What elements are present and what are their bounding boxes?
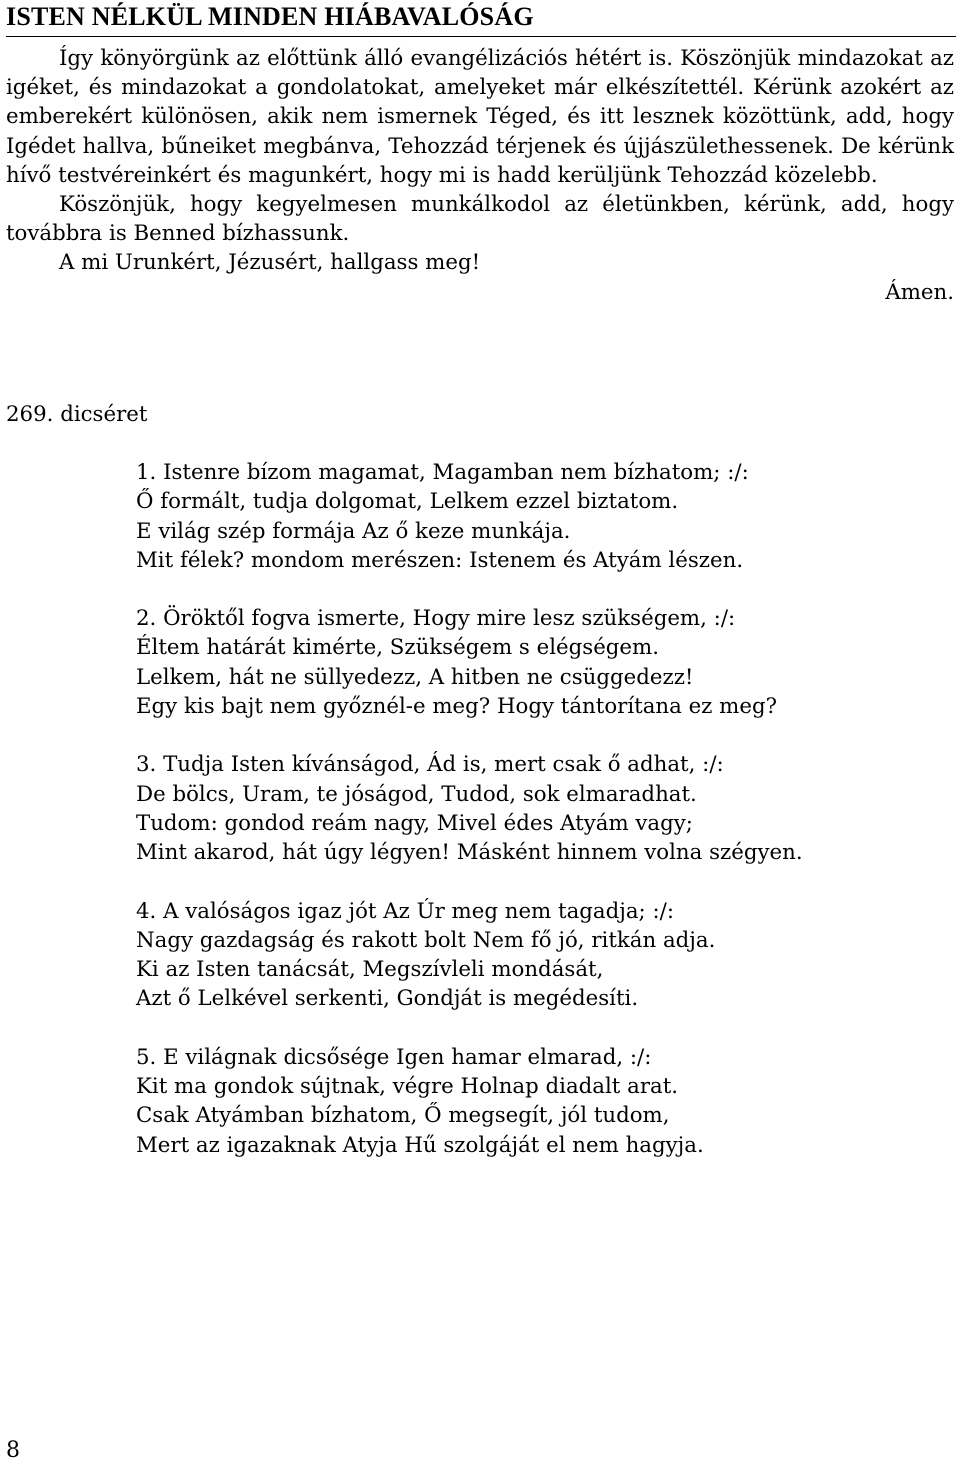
stanza-line: Ki az Isten tanácsát, Megszívleli mondását, xyxy=(136,957,604,983)
prayer-text xyxy=(6,44,954,307)
hymn-stanzas xyxy=(136,458,936,1189)
stanza-line: De bölcs, Uram, te jóságod, Tudod, sok elmaradhat. xyxy=(136,781,697,807)
stanza-line: Kit ma gondok sújtnak, végre Holnap diadalt arat. xyxy=(136,1074,679,1100)
stanza-line: 1. Istenre bízom magamat, Magamban nem bízhatom; :/: xyxy=(136,460,749,485)
stanza-line: Mert az igazaknak Atyja Hű szolgáját el nem hagyja. xyxy=(136,1132,704,1158)
prayer-paragraph: A mi Urunkért, Jézusért, hallgass meg! xyxy=(59,250,481,276)
stanza-line: Ő formált, tudja dolgomat, Lelkem ezzel biztatom. xyxy=(136,489,679,515)
prayer-paragraph: Így könyörgünk az előttünk álló evangélizációs hétért is. Köszönjük mindazokat az igéket, és mindazokat a gondolatokat, amelyeket már elkészítettél. Kérünk azokért az emberekért különösen, akik nem ismernek Téged, és itt lesznek közöttünk, add, hogy Igédet hallva, bűneiket megbánva, Tehozzád térjenek és újjászülethessenek. De kérünk hívő testvéreinkért és magunkért, hogy mi is hadd kerüljünk Tehozzád közelebb. xyxy=(6,46,954,188)
page-number: 8 xyxy=(6,1438,20,1463)
stanza-line: Mit félek? mondom merészen: Istenem és Atyám lészen. xyxy=(136,547,744,573)
stanza-line: E világ szép formája Az ő keze munkája. xyxy=(136,518,571,544)
stanza-line: Mint akarod, hát úgy légyen! Másként hinnem volna szégyen. xyxy=(136,840,803,866)
stanza-line: Éltem határát kimérte, Szükségem s elégségem. xyxy=(136,635,660,661)
stanza-line: Csak Atyámban bízhatom, Ő megsegít, jól tudom, xyxy=(136,1103,670,1129)
page-title: ISTEN NÉLKÜL MINDEN HIÁBAVALÓSÁG xyxy=(6,2,534,31)
stanza-3 xyxy=(136,750,936,867)
stanza-1 xyxy=(136,458,936,575)
hymn-title: 269. dicséret xyxy=(6,402,148,427)
stanza-line: Azt ő Lelkével serkenti, Gondját is megédesíti. xyxy=(136,986,639,1012)
stanza-line: 3. Tudja Isten kívánságod, Ád is, mert csak ő adhat, :/: xyxy=(136,752,724,778)
stanza-2 xyxy=(136,604,936,721)
page-header xyxy=(6,0,956,37)
stanza-line: 2. Öröktől fogva ismerte, Hogy mire lesz szükségem, :/: xyxy=(136,606,736,632)
stanza-line: Egy kis bajt nem győznél-e meg? Hogy tántorítana ez meg? xyxy=(136,694,778,720)
prayer-paragraph: Köszönjük, hogy kegyelmesen munkálkodol az életünkben, kérünk, add, hogy továbbra is Benned bízhassunk. xyxy=(6,192,954,247)
stanza-line: Nagy gazdagság és rakott bolt Nem fő jó, ritkán adja. xyxy=(136,927,716,953)
stanza-line: Lelkem, hát ne süllyedezz, A hitben ne csüggedezz! xyxy=(136,664,694,690)
stanza-5 xyxy=(136,1043,936,1160)
stanza-line: 4. A valóságos igaz jót Az Úr meg nem tagadja; :/: xyxy=(136,898,675,924)
stanza-line: Tudom: gondod reám nagy, Mivel édes Atyám vagy; xyxy=(136,810,693,836)
stanza-line: 5. E világnak dicsősége Igen hamar elmarad, :/: xyxy=(136,1044,652,1070)
prayer-closing: Ámen. xyxy=(885,279,954,305)
stanza-4 xyxy=(136,897,936,1014)
